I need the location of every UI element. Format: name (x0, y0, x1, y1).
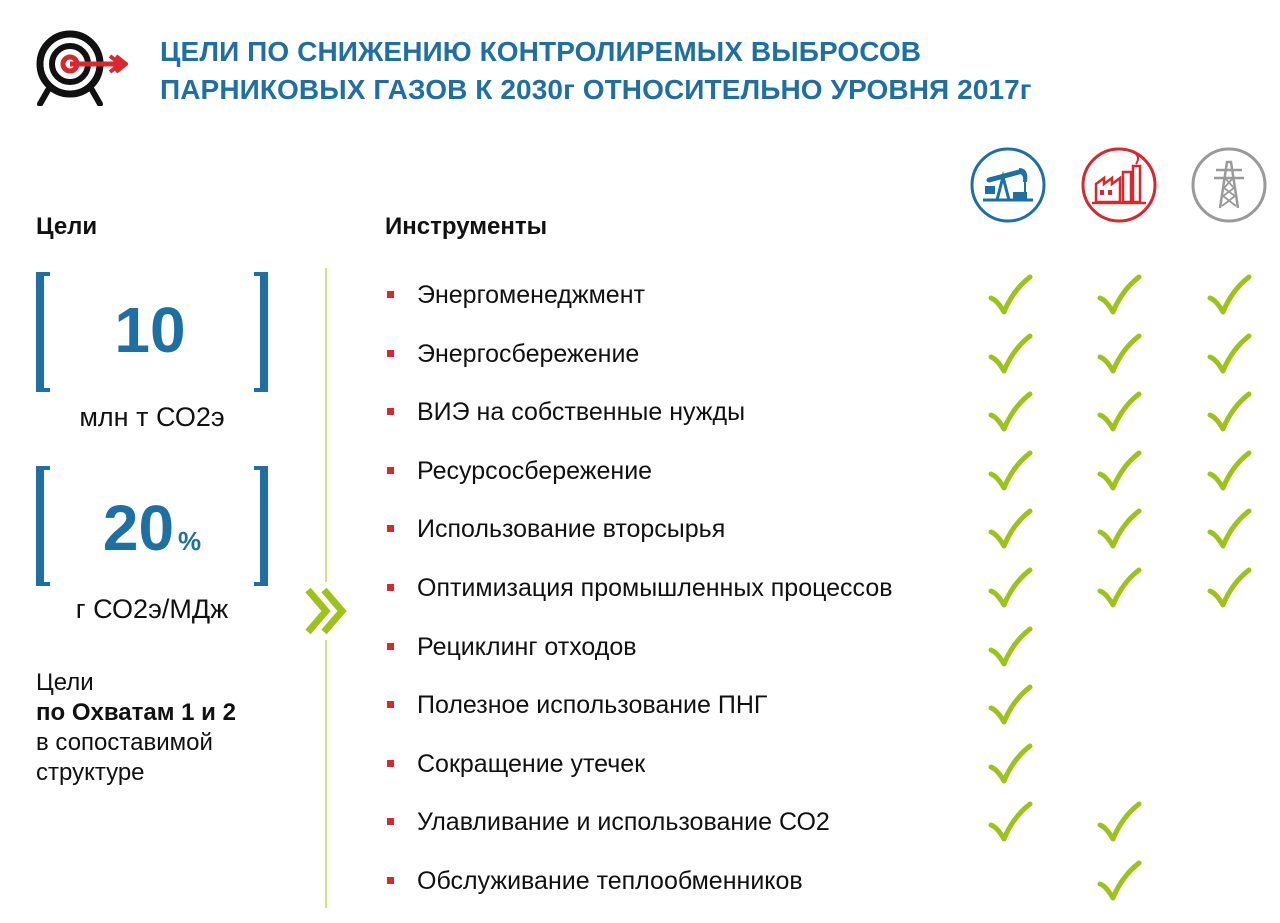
instrument-label: Обслуживание теплообменников (417, 866, 803, 895)
goal-2-unit: г СО2э/МДж (75, 594, 229, 624)
goal-2-value (36, 492, 268, 573)
checkmark-icon (987, 741, 1033, 787)
checkmark-icon (1096, 565, 1142, 611)
goal-1-number: 10 (114, 294, 186, 366)
checkmark-icon (987, 331, 1033, 377)
instrument-row (385, 737, 1265, 796)
goal-2-suffix: % (178, 526, 202, 556)
instrument-label: Ресурсосбережение (417, 456, 653, 485)
checkmark-icon (987, 448, 1033, 494)
checkmark-icon (987, 799, 1033, 845)
instrument-label: Сокращение утечек (417, 749, 646, 778)
checkmark-icon (987, 565, 1033, 611)
bullet-icon (387, 525, 394, 532)
checkmark-icon (987, 682, 1033, 728)
scope-line-3: в сопоставимой (36, 729, 213, 756)
checkmark-icon (1096, 448, 1142, 494)
instruments-list (385, 268, 1265, 913)
bullet-icon (387, 643, 394, 650)
instrument-label: Использование вторсырья (417, 515, 726, 544)
instrument-row (385, 854, 1265, 913)
instrument-row (385, 678, 1265, 737)
target-arrow-icon (32, 28, 128, 106)
checkmark-icon (1096, 506, 1142, 552)
instrument-label: ВИЭ на собственные нужды (417, 398, 746, 427)
checkmark-icon (1206, 448, 1252, 494)
page-title-line-2: ПАРНИКОВЫХ ГАЗОВ К 2030г ОТНОСИТЕЛЬНО УРОВНЯ 2017г (160, 74, 1032, 105)
instrument-row (385, 620, 1265, 679)
checkmark-icon (987, 624, 1033, 670)
bullet-icon (387, 760, 394, 767)
instrument-row (385, 385, 1265, 444)
instrument-label: Энергосбережение (417, 339, 640, 368)
checkmark-icon (987, 389, 1033, 435)
power-tower-icon (1190, 146, 1268, 224)
factory-icon (1080, 146, 1158, 224)
checkmark-icon (1096, 389, 1142, 435)
checkmark-icon (1206, 331, 1252, 377)
scope-line-1: Цели (36, 669, 94, 696)
instrument-row (385, 444, 1265, 503)
instrument-row (385, 268, 1265, 327)
checkmark-icon (987, 506, 1033, 552)
checkmark-icon (1206, 389, 1252, 435)
checkmark-icon (1206, 506, 1252, 552)
page-title-line-1: ЦЕЛИ ПО СНИЖЕНИЮ КОНТРОЛИРЕМЫХ ВЫБРОСОВ (160, 36, 922, 67)
double-chevron-right-icon (302, 582, 350, 640)
oil-pump-icon (969, 146, 1047, 224)
checkmark-icon (1096, 331, 1142, 377)
bullet-icon (387, 584, 394, 591)
goal-1-value (36, 294, 268, 375)
bullet-icon (387, 467, 394, 474)
bullet-icon (387, 818, 394, 825)
checkmark-icon (1206, 272, 1252, 318)
instrument-label: Энергоменеджмент (417, 281, 645, 309)
instrument-row (385, 502, 1265, 561)
bullet-icon (387, 350, 394, 357)
instrument-row (385, 561, 1265, 620)
instrument-label: Полезное использование ПНГ (417, 691, 768, 720)
scope-line-2: по Охватам 1 и 2 (36, 699, 236, 726)
checkmark-icon (987, 272, 1033, 318)
scope-note (36, 668, 306, 788)
scope-line-4: структуре (36, 759, 145, 786)
checkmark-icon (1096, 858, 1142, 904)
checkmark-icon (1206, 565, 1252, 611)
page-title (160, 33, 1260, 109)
goal-2-number: 20 (102, 492, 175, 564)
bullet-icon (387, 408, 394, 415)
instrument-row (385, 795, 1265, 854)
bullet-icon (387, 701, 394, 708)
instrument-row (385, 327, 1265, 386)
checkmark-icon (1096, 272, 1142, 318)
bullet-icon (387, 291, 394, 298)
instruments-heading: Инструменты (385, 213, 548, 240)
bullet-icon (387, 877, 394, 884)
instrument-label: Рециклинг отходов (417, 632, 637, 661)
goals-heading: Цели (36, 213, 98, 240)
instrument-label: Улавливание и использование СО2 (417, 808, 830, 837)
goal-1-unit: млн т СО2э (79, 402, 225, 432)
instrument-label: Оптимизация промышленных процессов (417, 573, 893, 602)
checkmark-icon (1096, 799, 1142, 845)
